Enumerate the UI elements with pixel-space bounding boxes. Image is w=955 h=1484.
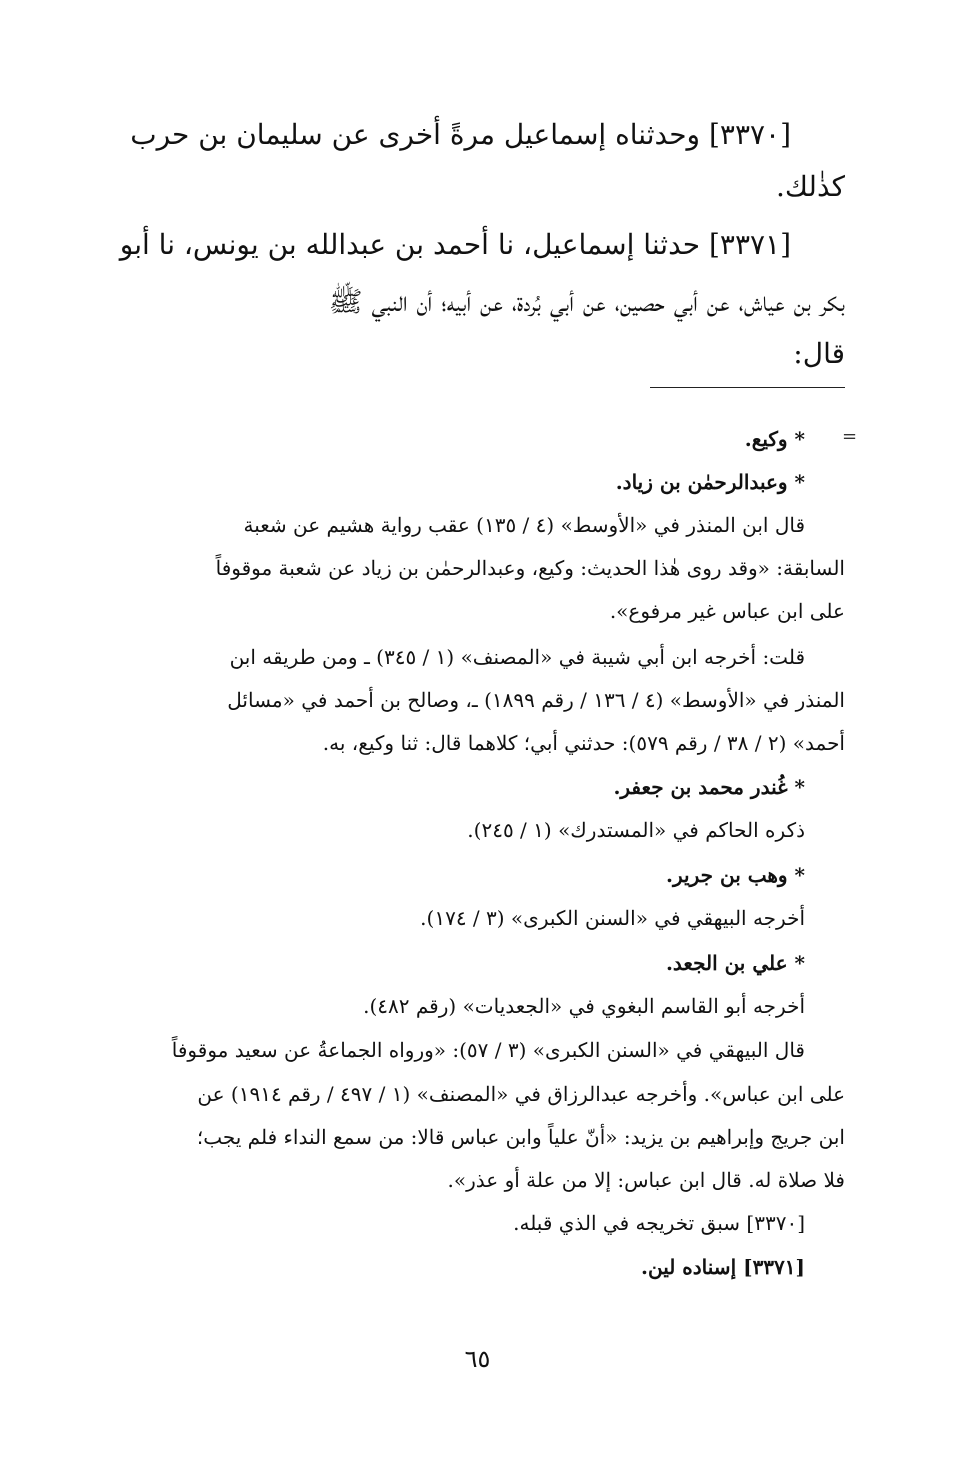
footnote-divider [650, 387, 845, 388]
footnote-line-14: أخرجه أبو القاسم البغوي في «الجعديات» (رقم ٤٨٢). [363, 994, 805, 1018]
page-number: ٦٥ [464, 1345, 491, 1373]
footnote-line-15: قال البيهقي في «السنن الكبرى» (٣ / ٥٧): «ورواه الجماعةُ عن سعيد موقوفاً [171, 1038, 805, 1062]
footnote-line-20: [٣٣٧١] إسناده لين. [641, 1255, 805, 1279]
paragraph-3371-line-2: بكر بن عياش، عن أبي حصين، عن أبي بُردة، عن أبيه؛ أن النبي ﷺ [328, 285, 845, 318]
footnote-line-6: قلت: أخرجه ابن أبي شيبة في «المصنف» (١ / ٣٤٥) ـ ومن طريقه ابن [229, 645, 805, 669]
footnote-line-4: السابقة: «وقد روى هٰذا الحديث: وكيع، وعبدالرحمٰن بن زياد عن شعبة موقوفاً [215, 556, 845, 580]
footnote-line-18: فلا صلاة له. قال ابن عباس: إلا من علة أو عذر». [447, 1168, 845, 1192]
footnote-line-3: قال ابن المنذر في «الأوسط» (٤ / ١٣٥) عقب رواية هشيم عن شعبة [243, 513, 805, 537]
footnote-line-5: على ابن عباس غير مرفوع». [609, 599, 845, 623]
footnote-line-8: أحمد» (٢ / ٣٨ / رقم ٥٧٩): حدثني أبي؛ كلاهما قال: ثنا وكيع، به. [322, 731, 845, 755]
footnote-line-17: ابن جريج وإبراهيم بن يزيد: «أنّ علياً وابن عباس قالا: من سمع النداء فلم يجب؛ [196, 1125, 845, 1149]
footnote-line-2: * وعبدالرحمٰن بن زياد. [615, 470, 805, 494]
footnote-line-12: أخرجه البيهقي في «السنن الكبرى» (٣ / ١٧٤). [420, 906, 805, 930]
footnote-line-1: * وكيع. [744, 427, 805, 451]
footnote-line-11: * وهب بن جرير. [666, 863, 805, 887]
continuation-mark: = [842, 426, 858, 447]
footnote-line-16: على ابن عباس». وأخرجه عبدالرزاق في «المصنف» (١ / ٤٩٧ / رقم ١٩١٤) عن [197, 1082, 845, 1106]
paragraph-3371-line-1: [٣٣٧١] حدثنا إسماعيل، نا أحمد بن عبدالله بن يونس، نا أبو [119, 228, 791, 261]
paragraph-3370-line-1: [٣٣٧٠] وحدثناه إسماعيل مرةً أخرى عن سليمان بن حرب [130, 118, 791, 151]
footnote-line-13: * علي بن الجعد. [665, 951, 805, 975]
footnote-line-7: المنذر في «الأوسط» (٤ / ١٣٦ / رقم ١٨٩٩) ـ، وصالح بن أحمد في «مسائل [227, 688, 845, 712]
footnote-line-9: * غُندر محمد بن جعفر. [613, 775, 805, 799]
paragraph-3370-line-2: كذٰلك. [775, 170, 845, 203]
footnote-line-19: [٣٣٧٠] سبق تخريجه في الذي قبله. [513, 1211, 805, 1235]
paragraph-3371-line-3: قال: [793, 337, 845, 370]
footnote-line-10: ذكره الحاكم في «المستدرك» (١ / ٢٤٥). [467, 818, 805, 842]
